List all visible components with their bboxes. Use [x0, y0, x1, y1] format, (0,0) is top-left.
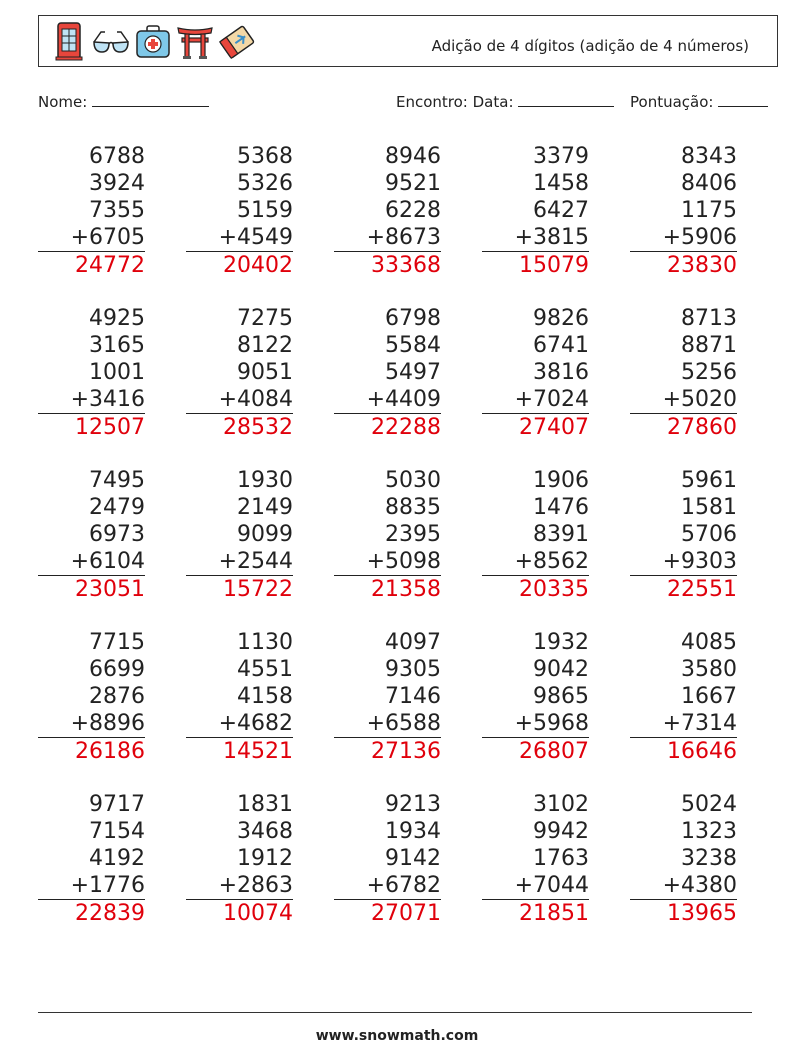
addend-1: 6788: [89, 144, 145, 169]
addend-1: 1932: [533, 630, 589, 655]
addend-3: 5256: [681, 360, 737, 385]
addition-problem: [630, 467, 737, 629]
addition-problem: [630, 791, 737, 953]
addend-1: 3102: [533, 792, 589, 817]
addend-2: 5326: [237, 171, 293, 196]
answer: 27071: [371, 901, 441, 926]
answer: 20402: [223, 253, 293, 278]
addend-4: +7024: [482, 386, 589, 414]
addition-problem: [38, 305, 145, 467]
addend-1: 1831: [237, 792, 293, 817]
answer: 20335: [519, 577, 589, 602]
addition-problem: [482, 629, 589, 791]
addend-3: 3816: [533, 360, 589, 385]
answer: 21358: [371, 577, 441, 602]
addend-4: +7314: [630, 710, 737, 738]
addend-1: 7275: [237, 306, 293, 331]
addend-4: +6705: [38, 224, 145, 252]
addend-4: +4549: [186, 224, 293, 252]
torii-gate-icon: [175, 20, 215, 62]
addend-2: 2149: [237, 495, 293, 520]
addend-3: 7146: [385, 684, 441, 709]
answer: 33368: [371, 253, 441, 278]
addend-3: 1001: [89, 360, 145, 385]
addend-1: 5030: [385, 468, 441, 493]
date-field[interactable]: [396, 92, 614, 111]
score-field[interactable]: [630, 92, 768, 111]
addition-problem: [630, 629, 737, 791]
addend-1: 4925: [89, 306, 145, 331]
addend-2: 8871: [681, 333, 737, 358]
addend-2: 9305: [385, 657, 441, 682]
addend-2: 1581: [681, 495, 737, 520]
addend-2: 9042: [533, 657, 589, 682]
answer: 15079: [519, 253, 589, 278]
addend-3: 1912: [237, 846, 293, 871]
addend-1: 6798: [385, 306, 441, 331]
addition-problem: [186, 629, 293, 791]
answer: 21851: [519, 901, 589, 926]
addend-2: 1323: [681, 819, 737, 844]
addend-4: +6782: [334, 872, 441, 900]
addend-4: +8896: [38, 710, 145, 738]
addend-4: +5020: [630, 386, 737, 414]
addend-1: 1906: [533, 468, 589, 493]
header-icons: [49, 20, 257, 62]
addend-1: 7715: [89, 630, 145, 655]
name-field[interactable]: [38, 92, 209, 111]
addition-problem: [482, 791, 589, 953]
addend-4: +4409: [334, 386, 441, 414]
addend-1: 1930: [237, 468, 293, 493]
addend-4: +1776: [38, 872, 145, 900]
addend-1: 5368: [237, 144, 293, 169]
addition-problem: [482, 305, 589, 467]
problem-grid: [38, 143, 778, 953]
answer: 22839: [75, 901, 145, 926]
addend-1: 8713: [681, 306, 737, 331]
addend-2: 2479: [89, 495, 145, 520]
addition-problem: [630, 305, 737, 467]
addend-4: +7044: [482, 872, 589, 900]
addend-2: 1458: [533, 171, 589, 196]
addition-problem: [482, 143, 589, 305]
addend-3: 5706: [681, 522, 737, 547]
name-label: Nome:: [38, 93, 88, 111]
worksheet-title: Adição de 4 dígitos (adição de 4 números): [431, 37, 749, 55]
header-box: [38, 15, 778, 67]
answer: 13965: [667, 901, 737, 926]
addend-4: +9303: [630, 548, 737, 576]
addition-problem: [186, 791, 293, 953]
addition-problem: [38, 791, 145, 953]
addition-problem: [186, 143, 293, 305]
footer-divider: [38, 1012, 752, 1013]
answer: 26807: [519, 739, 589, 764]
addend-1: 9717: [89, 792, 145, 817]
addend-2: 8406: [681, 171, 737, 196]
answer: 12507: [75, 415, 145, 440]
addend-3: 4158: [237, 684, 293, 709]
addend-2: 3924: [89, 171, 145, 196]
addend-3: 2395: [385, 522, 441, 547]
addend-4: +5968: [482, 710, 589, 738]
answer: 26186: [75, 739, 145, 764]
answer: 23051: [75, 577, 145, 602]
addend-4: +2863: [186, 872, 293, 900]
addend-3: 7355: [89, 198, 145, 223]
phone-booth-icon: [49, 20, 89, 62]
addend-3: 5159: [237, 198, 293, 223]
addend-1: 8343: [681, 144, 737, 169]
addend-1: 5024: [681, 792, 737, 817]
addend-1: 9213: [385, 792, 441, 817]
addend-4: +8673: [334, 224, 441, 252]
addition-problem: [186, 305, 293, 467]
addend-2: 5584: [385, 333, 441, 358]
addend-3: 3238: [681, 846, 737, 871]
addend-3: 1175: [681, 198, 737, 223]
addend-4: +6588: [334, 710, 441, 738]
answer: 22551: [667, 577, 737, 602]
addend-1: 4097: [385, 630, 441, 655]
answer: 27860: [667, 415, 737, 440]
addend-2: 6699: [89, 657, 145, 682]
addend-3: 9051: [237, 360, 293, 385]
footer-site: www.snowmath.com: [315, 1028, 479, 1044]
addend-4: +8562: [482, 548, 589, 576]
addend-3: 6973: [89, 522, 145, 547]
first-aid-kit-icon: [133, 20, 173, 62]
addend-3: 1763: [533, 846, 589, 871]
answer: 15722: [223, 577, 293, 602]
addend-1: 5961: [681, 468, 737, 493]
addend-2: 3165: [89, 333, 145, 358]
answer: 16646: [667, 739, 737, 764]
addend-3: 9099: [237, 522, 293, 547]
addition-problem: [38, 143, 145, 305]
addend-1: 4085: [681, 630, 737, 655]
addend-1: 8946: [385, 144, 441, 169]
answer: 28532: [223, 415, 293, 440]
addend-3: 1667: [681, 684, 737, 709]
addend-3: 6228: [385, 198, 441, 223]
addend-4: +4084: [186, 386, 293, 414]
addend-3: 6427: [533, 198, 589, 223]
addend-4: +5098: [334, 548, 441, 576]
answer: 24772: [75, 253, 145, 278]
addend-4: +3416: [38, 386, 145, 414]
addition-problem: [38, 629, 145, 791]
addend-4: +6104: [38, 548, 145, 576]
addend-3: 9865: [533, 684, 589, 709]
addition-problem: [334, 629, 441, 791]
date-label: Encontro: Data:: [396, 93, 514, 111]
addend-4: +3815: [482, 224, 589, 252]
addend-3: 5497: [385, 360, 441, 385]
addend-3: 2876: [89, 684, 145, 709]
addend-4: +2544: [186, 548, 293, 576]
answer: 27407: [519, 415, 589, 440]
date-blank[interactable]: [518, 92, 614, 107]
addend-2: 4551: [237, 657, 293, 682]
addend-2: 7154: [89, 819, 145, 844]
addend-2: 9521: [385, 171, 441, 196]
addition-problem: [630, 143, 737, 305]
answer: 23830: [667, 253, 737, 278]
addend-1: 9826: [533, 306, 589, 331]
addend-1: 1130: [237, 630, 293, 655]
name-blank[interactable]: [92, 92, 209, 107]
addition-problem: [334, 467, 441, 629]
addend-3: 9142: [385, 846, 441, 871]
score-label: Pontuação:: [630, 93, 714, 111]
travel-ticket-icon: [217, 20, 257, 62]
addend-2: 3468: [237, 819, 293, 844]
addend-2: 1476: [533, 495, 589, 520]
addition-problem: [334, 305, 441, 467]
addend-4: +4380: [630, 872, 737, 900]
addend-2: 3580: [681, 657, 737, 682]
addend-2: 8122: [237, 333, 293, 358]
addend-2: 6741: [533, 333, 589, 358]
addition-problem: [38, 467, 145, 629]
answer: 27136: [371, 739, 441, 764]
addend-2: 9942: [533, 819, 589, 844]
addend-3: 8391: [533, 522, 589, 547]
addend-3: 4192: [89, 846, 145, 871]
addend-1: 7495: [89, 468, 145, 493]
answer: 10074: [223, 901, 293, 926]
addend-4: +5906: [630, 224, 737, 252]
addend-2: 8835: [385, 495, 441, 520]
answer: 14521: [223, 739, 293, 764]
addition-problem: [186, 467, 293, 629]
score-blank[interactable]: [718, 92, 768, 107]
addend-4: +4682: [186, 710, 293, 738]
addition-problem: [334, 143, 441, 305]
sunglasses-icon: [91, 20, 131, 62]
addition-problem: [334, 791, 441, 953]
addend-1: 3379: [533, 144, 589, 169]
answer: 22288: [371, 415, 441, 440]
addend-2: 1934: [385, 819, 441, 844]
addition-problem: [482, 467, 589, 629]
